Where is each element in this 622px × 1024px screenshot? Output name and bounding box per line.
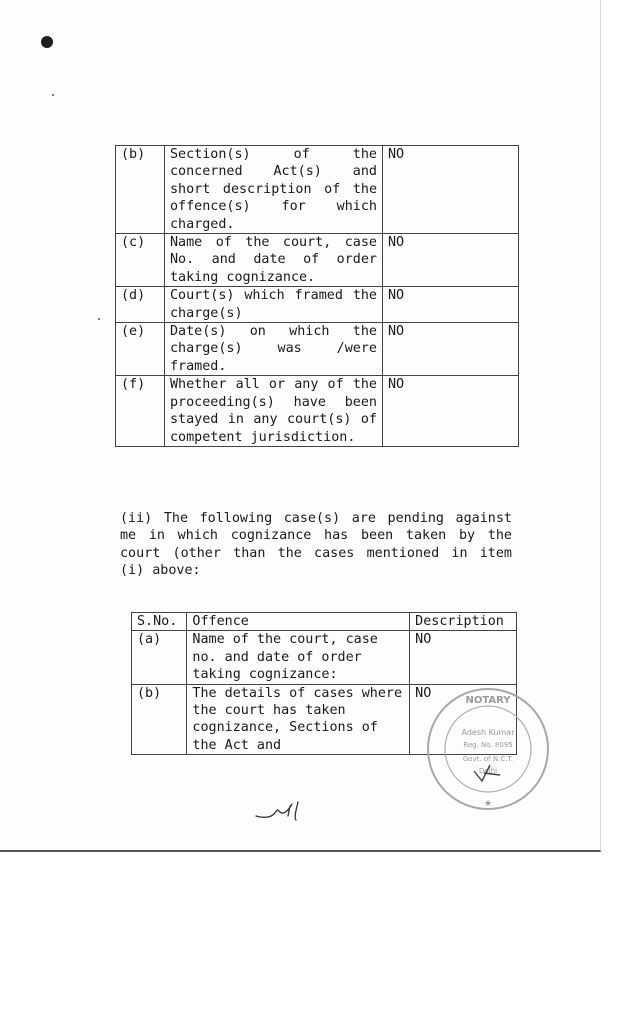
stamp-line: Delhi — [478, 767, 498, 775]
row-description: NO — [410, 631, 517, 684]
row-label: (f) — [116, 376, 165, 447]
svg-text:★: ★ — [483, 799, 493, 809]
row-value: NO — [383, 146, 519, 234]
row-text: Date(s) on which the charge(s) was /were framed. — [165, 323, 383, 376]
stamp-line: Reg. No. 8095 — [463, 741, 513, 749]
stamp-line: Govt. of N.C.T. — [462, 755, 514, 763]
row-label: (e) — [116, 323, 165, 376]
row-value: NO — [383, 376, 519, 447]
row-label: (d) — [116, 287, 165, 323]
row-description: NO — [410, 684, 517, 755]
row-value: NO — [383, 323, 519, 376]
scan-speck — [98, 318, 100, 320]
notary-stamp-seal — [424, 685, 552, 813]
row-value: NO — [383, 234, 519, 287]
table-row — [116, 146, 519, 234]
row-text: Name of the court, case No. and date of order taking cognizance. — [165, 234, 383, 287]
row-label: (c) — [116, 234, 165, 287]
row-offence: The details of cases where the court has taken cognizance, Sections of the Act and — [187, 684, 410, 755]
row-label: (b) — [116, 146, 165, 234]
stamp-line: Adesh Kumar — [461, 728, 515, 737]
stamp-line: NOTARY — [465, 695, 511, 706]
table-row — [116, 287, 519, 323]
row-value: NO — [383, 287, 519, 323]
row-text: Whether all or any of the proceeding(s) have been stayed in any court(s) of competent jurisdiction. — [165, 376, 383, 447]
table-row — [116, 376, 519, 447]
table-row — [132, 631, 517, 684]
section-ii-paragraph: (ii) The following case(s) are pending against me in which cognizance has been taken by the court (other than the cases mentioned in item (i) above: — [120, 511, 512, 579]
table-row — [116, 234, 519, 287]
header-sno: S.No. — [132, 613, 187, 631]
table-row — [116, 323, 519, 376]
table-header-row — [132, 613, 517, 631]
handwritten-signature — [252, 796, 312, 824]
header-description: Description — [410, 613, 517, 631]
punch-hole-mark — [41, 36, 53, 48]
criminal-cases-table — [115, 145, 519, 447]
row-text: Section(s) of the concerned Act(s) and short description of the offence(s) for which charged. — [165, 146, 383, 234]
header-offence: Offence — [187, 613, 410, 631]
row-sno: (a) — [132, 631, 187, 684]
row-text: Court(s) which framed the charge(s) — [165, 287, 383, 323]
row-offence: Name of the court, case no. and date of order taking cognizance: — [187, 631, 410, 684]
scan-speck — [52, 94, 54, 96]
row-sno: (b) — [132, 684, 187, 755]
